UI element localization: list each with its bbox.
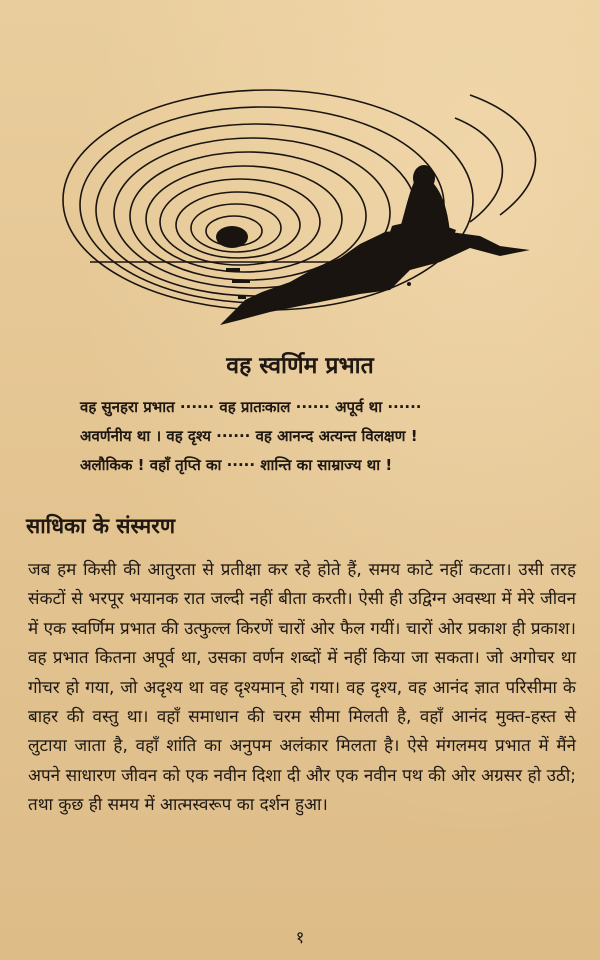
spiral-center [216,226,248,248]
section-heading: साधिका के संस्मरण [26,514,176,538]
poem-line: वह सुनहरा प्रभात ······ वह प्रातःकाल ······ अपूर्व था ······ [80,398,422,416]
poem-line: अवर्णनीय था । वह दृश्य ······ वह आनन्द अत्यन्त विलक्षण ! [80,427,418,445]
poem-title: वह स्वर्णिम प्रभात [226,353,374,379]
body-paragraph: जब हम किसी की आतुरता से प्रतीक्षा कर रहे होते हैं, समय काटे नहीं कटता। उसी तरह संकटों से भरपूर भयानक रात जल्दी नहीं बीता करती। ऐसी ही उद्विग्न अवस्था में मेरे जीवन में एक स्वर्णिम प्रभात की उत्फुल्ल किरणें चारों ओर फैल गयीं। चारों ओर प्रकाश ही प्रकाश। वह प्रभात कितना अपूर्व था, उसका वर्णन शब्दों में नहीं किया जा सकता। जो अगोचर था गोचर हो गया, जो अदृश्य था वह दृश्यमान् हो गया। वह दृश्य, वह आनंद ज्ञात परिसीमा के बाहर की वस्तु था। वहाँ समाधान की चरम सीमा मिलती है, वहाँ आनंद मुक्त-हस्त से लुटाया जाता है, वहाँ शांति का अनुपम अलंकार मिलता है। ऐसे मंगलमय प्रभात में मैंने अपने साधारण जीवन को एक नवीन दिशा दी और एक नवीन पथ की ओर अग्रसर हो उठी; तथा कुछ ही समय में आत्मस्वरूप का दर्शन हुआ। [28,560,576,816]
poem-line: अलौकिक ! वहाँ तृप्ति का ····· शान्ति का साम्राज्य था ! [80,456,393,474]
mountain-silhouette [220,228,530,325]
meditating-figure [388,165,456,240]
meditation-illustration [0,0,600,340]
page-number: १ [295,928,305,948]
poem-verse [80,393,550,480]
